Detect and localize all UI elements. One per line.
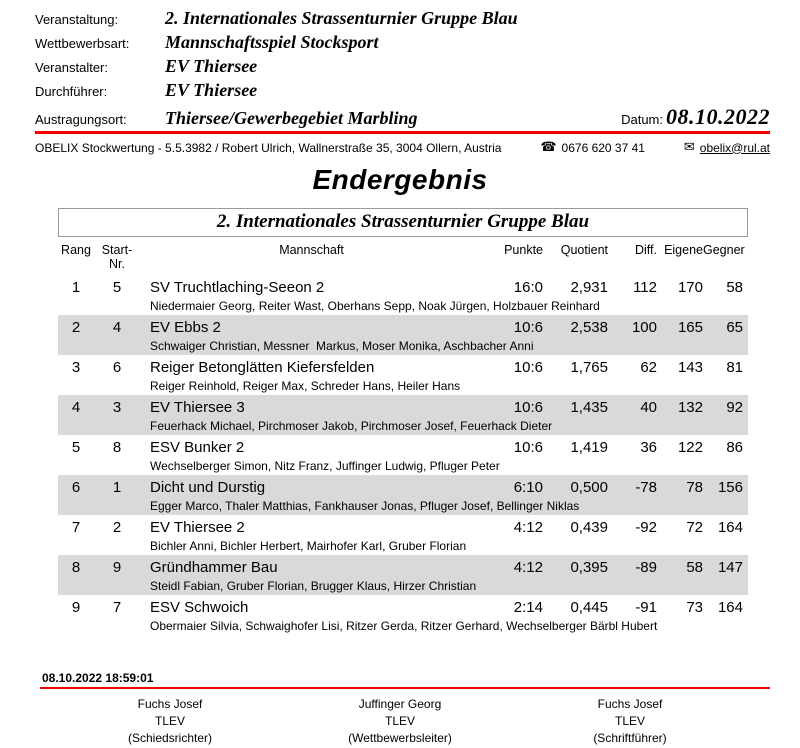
table-row: [58, 315, 748, 355]
phone-number: 0676 620 37 41: [561, 140, 645, 155]
meta-label: Wettbewerbsart:: [35, 36, 130, 51]
quotient-cell: 0,500: [570, 478, 608, 496]
envelope-icon: ✉: [683, 140, 695, 155]
rank-cell: 9: [71, 598, 81, 616]
meta-value: EV Thiersee: [165, 80, 258, 100]
eigene-cell: 143: [677, 358, 703, 376]
gegner-cell: 65: [726, 318, 743, 336]
date-value: 08.10.2022: [666, 104, 770, 129]
meta-label: Austragungsort:: [35, 112, 127, 127]
players-cell: Schwaiger Christian, Messner Markus, Moser Monika, Aschbacher Anni: [150, 339, 534, 353]
gegner-cell: 92: [726, 398, 743, 416]
players-cell: Reiger Reinhold, Reiger Max, Schreder Hans, Heiler Hans: [150, 379, 461, 393]
quotient-cell: 2,538: [570, 318, 608, 336]
team-result-line: [58, 435, 748, 458]
punkte-cell: 4:12: [513, 518, 543, 536]
signature-schiedsrichter: [55, 696, 285, 747]
signature-name: Fuchs Josef: [597, 697, 663, 711]
meta-row-wettbewerbsart: [35, 32, 770, 56]
eigene-cell: 58: [686, 558, 703, 576]
rank-cell: 8: [71, 558, 81, 576]
rank-cell: 4: [71, 398, 81, 416]
diff-cell: -89: [635, 558, 657, 576]
team-result-line: [58, 355, 748, 378]
eigene-cell: 78: [686, 478, 703, 496]
startnr-cell: 2: [112, 518, 122, 536]
meta-row-austragungsort: [35, 104, 770, 128]
diff-cell: 36: [640, 438, 657, 456]
table-row: [58, 395, 748, 435]
diff-cell: -78: [635, 478, 657, 496]
team-name-cell: EV Thiersee 3: [150, 398, 245, 416]
startnr-cell: 5: [112, 278, 122, 296]
table-header-row: [58, 243, 748, 275]
team-name-cell: EV Thiersee 2: [150, 518, 245, 536]
rank-cell: 5: [71, 438, 81, 456]
quotient-cell: 1,435: [570, 398, 608, 416]
meta-value: EV Thiersee: [165, 56, 258, 76]
table-caption: 2. Internationales Strassenturnier Gruppe Blau: [58, 208, 748, 237]
team-name-cell: SV Truchtlaching-Seeon 2: [150, 278, 325, 296]
col-header-diff: Diff.: [635, 243, 657, 257]
signature-org: TLEV: [154, 714, 185, 728]
team-name-cell: Dicht und Durstig: [150, 478, 266, 496]
date-block: [621, 104, 770, 130]
diff-cell: 112: [633, 278, 657, 296]
diff-cell: 100: [631, 318, 657, 336]
team-result-line: [58, 315, 748, 338]
telephone-icon: ☎: [540, 140, 557, 155]
startnr-cell: 7: [112, 598, 122, 616]
startnr-cell: 6: [112, 358, 122, 376]
team-result-line: [58, 595, 748, 618]
page-title: Endergebnis: [312, 164, 488, 195]
meta-value: Mannschaftsspiel Stocksport: [165, 32, 379, 52]
startnr-cell: 4: [112, 318, 122, 336]
eigene-cell: 72: [686, 518, 703, 536]
gegner-cell: 81: [726, 358, 743, 376]
gegner-cell: 164: [717, 518, 743, 536]
eigene-cell: 73: [686, 598, 703, 616]
team-name-cell: ESV Bunker 2: [150, 438, 245, 456]
rank-cell: 2: [71, 318, 81, 336]
meta-value: Thiersee/Gewerbegebiet Marbling: [165, 108, 418, 128]
eigene-cell: 170: [677, 278, 703, 296]
meta-label: Veranstalter:: [35, 60, 108, 75]
event-meta: [0, 0, 800, 128]
team-result-line: [58, 475, 748, 498]
punkte-cell: 10:6: [513, 318, 543, 336]
meta-row-veranstalter: [35, 56, 770, 80]
players-cell: Wechselberger Simon, Nitz Franz, Juffinger Ludwig, Pfluger Peter: [150, 459, 500, 473]
startnr-cell: 8: [112, 438, 122, 456]
col-header-eigene: Eigene: [664, 243, 703, 257]
table-row: [58, 555, 748, 595]
signature-schriftfuehrer: [515, 696, 745, 747]
punkte-cell: 16:0: [513, 278, 543, 296]
meta-row-veranstaltung: [35, 8, 770, 32]
results-table: [58, 208, 748, 635]
punkte-cell: 10:6: [513, 358, 543, 376]
diff-cell: 62: [640, 358, 657, 376]
quotient-cell: 0,395: [570, 558, 608, 576]
players-cell: Feuerhack Michael, Pirchmoser Jakob, Pirchmoser Josef, Feuerhack Dieter: [150, 419, 553, 433]
table-rows: [58, 275, 748, 635]
team-name-cell: Reiger Betonglätten Kiefersfelden: [150, 358, 375, 376]
print-timestamp: 08.10.2022 18:59:01: [42, 671, 154, 685]
table-row: [58, 595, 748, 635]
email-link[interactable]: obelix@rul.at: [699, 140, 770, 155]
players-cell: Obermaier Silvia, Schwaighofer Lisi, Ritzer Gerda, Ritzer Gerhard, Wechselberger Bärbl Hubert: [150, 619, 658, 633]
startnr-cell: 9: [112, 558, 122, 576]
date-label: Datum:: [621, 112, 663, 127]
players-cell: Steidl Fabian, Gruber Florian, Brugger Klaus, Hirzer Christian: [150, 579, 477, 593]
rank-cell: 6: [71, 478, 81, 496]
team-result-line: [58, 555, 748, 578]
team-name-cell: EV Ebbs 2: [150, 318, 221, 336]
rank-cell: 1: [71, 278, 81, 296]
table-row: [58, 435, 748, 475]
punkte-cell: 10:6: [513, 398, 543, 416]
signature-name: Juffinger Georg: [358, 697, 442, 711]
col-header-punkte: Punkte: [504, 243, 543, 257]
team-result-line: [58, 275, 748, 298]
players-cell: Bichler Anni, Bichler Herbert, Mairhofer Karl, Gruber Florian: [150, 539, 467, 553]
meta-label: Durchführer:: [35, 84, 108, 99]
gegner-cell: 156: [717, 478, 743, 496]
signature-row: [0, 689, 800, 747]
team-result-line: [58, 395, 748, 418]
quotient-cell: 1,765: [570, 358, 608, 376]
gegner-cell: 147: [717, 558, 743, 576]
diff-cell: -92: [635, 518, 657, 536]
table-row: [58, 475, 748, 515]
table-row: [58, 355, 748, 395]
quotient-cell: 1,419: [570, 438, 608, 456]
punkte-cell: 4:12: [513, 558, 543, 576]
gegner-cell: 86: [726, 438, 743, 456]
table-row: [58, 515, 748, 555]
quotient-cell: 2,931: [570, 278, 608, 296]
meta-value: 2. Internationales Strassenturnier Gruppe Blau: [165, 8, 518, 28]
startnr-cell: 1: [112, 478, 122, 496]
phone-block: [540, 140, 645, 155]
gegner-cell: 58: [726, 278, 743, 296]
team-name-cell: Gründhammer Bau: [150, 558, 278, 576]
rank-cell: 7: [71, 518, 81, 536]
publisher-text: OBELIX Stockwertung - 5.5.3982 / Robert Ulrich, Wallnerstraße 35, 3004 Ollern, Austria: [35, 140, 502, 155]
meta-label: Veranstaltung:: [35, 12, 119, 27]
players-cell: Egger Marco, Thaler Matthias, Fankhauser Jonas, Pfluger Josef, Bellinger Niklas: [150, 499, 580, 513]
col-header-startnr: Start-Nr.: [101, 243, 133, 271]
team-name-cell: ESV Schwoich: [150, 598, 249, 616]
rank-cell: 3: [71, 358, 81, 376]
punkte-cell: 6:10: [513, 478, 543, 496]
signature-org: TLEV: [384, 714, 415, 728]
quotient-cell: 0,445: [570, 598, 608, 616]
signature-org: TLEV: [614, 714, 645, 728]
signature-role: (Schiedsrichter): [127, 731, 213, 745]
email-block: [684, 140, 770, 155]
players-cell: Niedermaier Georg, Reiter Wast, Oberhans Sepp, Noak Jürgen, Holzbauer Reinhard: [150, 299, 600, 313]
signature-role: (Wettbewerbsleiter): [348, 731, 452, 745]
startnr-cell: 3: [112, 398, 122, 416]
quotient-cell: 0,439: [570, 518, 608, 536]
signature-name: Fuchs Josef: [137, 697, 203, 711]
col-header-gegner: Gegner: [703, 243, 745, 257]
gegner-cell: 164: [717, 598, 743, 616]
col-header-mannschaft: Mannschaft: [279, 243, 344, 257]
diff-cell: -91: [635, 598, 657, 616]
publisher-bar: [35, 140, 770, 155]
signature-role: (Schriftführer): [593, 731, 667, 745]
punkte-cell: 2:14: [513, 598, 543, 616]
eigene-cell: 122: [677, 438, 703, 456]
eigene-cell: 132: [677, 398, 703, 416]
col-header-quotient: Quotient: [560, 243, 608, 257]
team-result-line: [58, 515, 748, 538]
diff-cell: 40: [640, 398, 657, 416]
header-divider-line: [35, 131, 770, 134]
eigene-cell: 165: [677, 318, 703, 336]
signature-wettbewerbsleiter: [285, 696, 515, 747]
col-header-rang: Rang: [61, 243, 91, 257]
meta-row-durchfuehrer: [35, 80, 770, 104]
table-row: [58, 275, 748, 315]
punkte-cell: 10:6: [513, 438, 543, 456]
